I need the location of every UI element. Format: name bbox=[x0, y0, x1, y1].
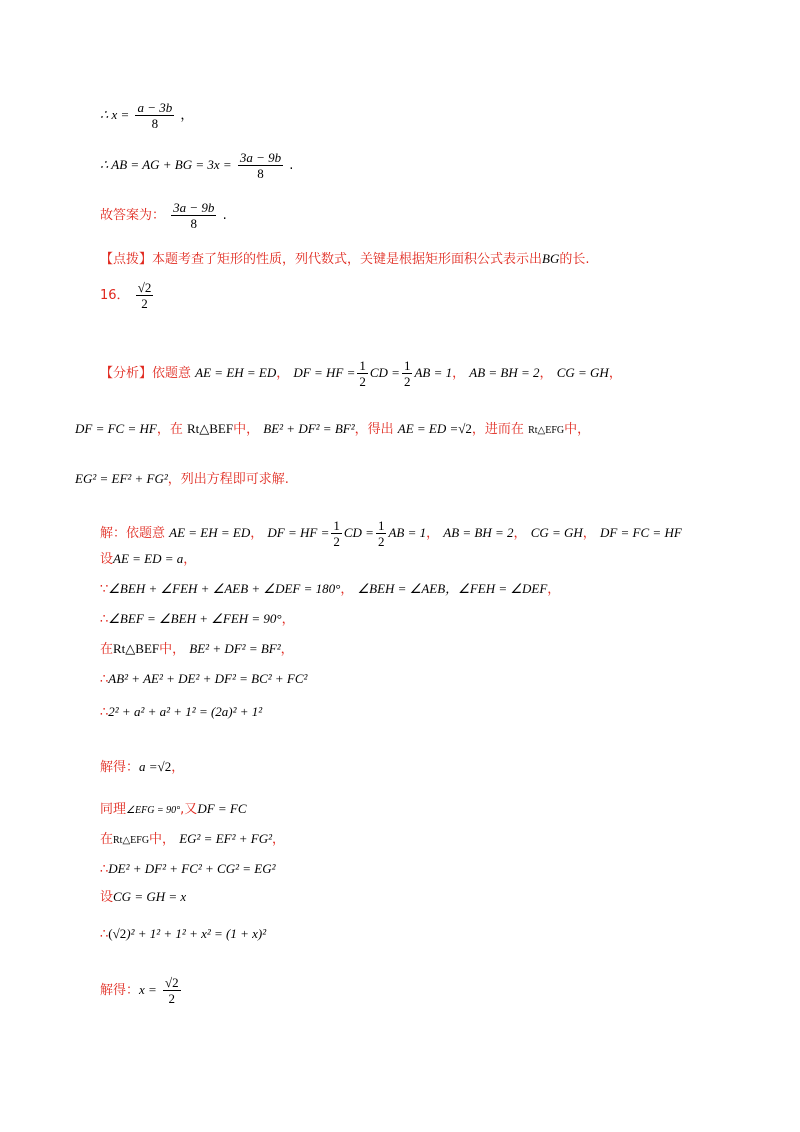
denominator: 8 bbox=[190, 216, 198, 231]
punct: ， bbox=[183, 552, 197, 567]
line-hint bbox=[100, 250, 590, 269]
math: CD = bbox=[343, 525, 374, 540]
radicand: 2 bbox=[119, 926, 127, 941]
math: DF = FC = HF bbox=[75, 421, 157, 436]
punct: ， bbox=[271, 832, 285, 847]
math: AE = EH = ED bbox=[195, 365, 277, 380]
answer-label: 故答案为： bbox=[100, 208, 166, 223]
math: CD = bbox=[369, 365, 400, 380]
math: ∠BEF = ∠BEH + ∠FEH = 90° bbox=[108, 611, 282, 626]
hint-text-end: 的长. bbox=[559, 252, 590, 267]
denominator: 8 bbox=[257, 166, 264, 181]
numerator: 1 bbox=[403, 358, 411, 373]
punct: ， bbox=[250, 526, 264, 541]
text: 中， bbox=[233, 422, 260, 437]
math: EG² = EF² + FG² bbox=[75, 471, 168, 486]
radicand: 2 bbox=[144, 280, 152, 295]
numerator: a − 3b bbox=[137, 100, 173, 115]
line-analysis-3 bbox=[75, 470, 289, 489]
radicand: 2 bbox=[164, 759, 172, 774]
punct: ， bbox=[171, 760, 185, 775]
because-symbol: ∵ bbox=[100, 582, 109, 597]
math: a = bbox=[139, 759, 158, 774]
math: )² + 1² + 1² + x² = (1 + x)² bbox=[126, 926, 267, 941]
sqrt: √2 bbox=[458, 421, 472, 436]
therefore-symbol: ∴ bbox=[100, 612, 109, 627]
math: EG² = EF² + FG² bbox=[179, 831, 272, 846]
line-answer bbox=[100, 200, 227, 231]
math: DF = HF = bbox=[293, 365, 356, 380]
line-angles-sum bbox=[100, 580, 560, 599]
numerator: 1 bbox=[359, 358, 366, 373]
line-eq-eg bbox=[100, 860, 276, 879]
math: ∠BEH + ∠FEH + ∠AEB + ∠DEF = 180° bbox=[108, 581, 341, 596]
line-rt-efg bbox=[100, 830, 285, 850]
fraction bbox=[357, 358, 368, 389]
text: ，得出 bbox=[354, 422, 394, 437]
math: AE = ED = bbox=[397, 421, 459, 436]
text: ，在 bbox=[156, 422, 183, 437]
therefore-symbol: ∴ bbox=[100, 862, 109, 877]
text: 在 bbox=[100, 832, 114, 847]
line-ab-value bbox=[100, 150, 293, 181]
fraction bbox=[171, 200, 216, 231]
hint-text: 本题考查了矩形的性质，列代数式，关键是根据矩形面积公式表示出 bbox=[152, 252, 543, 267]
punct: ， bbox=[452, 366, 466, 381]
punct: ， bbox=[280, 642, 294, 657]
math: AB = BH = 2 bbox=[443, 525, 514, 540]
punct: ， bbox=[180, 108, 194, 123]
text: 中， bbox=[564, 422, 591, 437]
line-similarly bbox=[100, 800, 247, 820]
radicand: 2 bbox=[465, 421, 472, 436]
line-analysis-1 bbox=[100, 358, 622, 389]
punct: ， bbox=[608, 366, 622, 381]
math: ∴ AB = AG + BG = 3x = bbox=[100, 157, 232, 172]
numerator: 1 bbox=[333, 518, 340, 533]
math: CG = GH = x bbox=[113, 889, 187, 904]
denominator: 8 bbox=[151, 116, 159, 131]
math: Rt△EFG bbox=[113, 835, 150, 846]
numerator: 1 bbox=[377, 518, 385, 533]
denominator: 2 bbox=[359, 374, 366, 389]
therefore-symbol: ∴ bbox=[100, 927, 109, 942]
math: DF = HF = bbox=[267, 525, 330, 540]
math: CG = GH bbox=[556, 365, 609, 380]
math: x = bbox=[139, 982, 157, 997]
hint-tag: 【点拨】 bbox=[100, 252, 153, 267]
math: DE² + DF² + FC² + CG² = EG² bbox=[108, 861, 276, 876]
fraction bbox=[135, 100, 174, 131]
line-set-a bbox=[100, 550, 196, 569]
radicand: 2 bbox=[172, 975, 179, 990]
math: Rt△EFG bbox=[528, 425, 565, 436]
math: AE = ED = a bbox=[113, 551, 184, 566]
sqrt: √2 bbox=[112, 926, 127, 941]
text: 解得： bbox=[100, 760, 140, 775]
text: 设 bbox=[100, 552, 114, 567]
math: CG = GH bbox=[530, 525, 583, 540]
punct: ， bbox=[281, 612, 295, 627]
math: ∠BEH = ∠AEB，∠FEH = ∠DEF bbox=[357, 581, 548, 596]
math: DF = FC = HF bbox=[599, 525, 682, 540]
line-angle-bef bbox=[100, 610, 295, 629]
math: 2² + a² + a² + 1² = (2a)² + 1² bbox=[108, 704, 263, 719]
math: DF = FC bbox=[197, 801, 247, 816]
therefore-symbol: ∴ bbox=[100, 672, 109, 687]
numerator: √2 bbox=[137, 280, 152, 295]
text: 中， bbox=[159, 642, 186, 657]
text: 解得： bbox=[100, 983, 140, 998]
fraction bbox=[163, 975, 181, 1006]
denominator: 2 bbox=[377, 534, 385, 549]
punct: ， bbox=[276, 366, 290, 381]
text: ，进而在 bbox=[471, 422, 524, 437]
math: ∠EFG = 90° bbox=[126, 805, 181, 816]
punct: ， bbox=[547, 582, 561, 597]
numerator: 3a − 9b bbox=[173, 200, 215, 215]
punct: ， bbox=[539, 366, 553, 381]
line-solution-1 bbox=[100, 518, 682, 549]
math: Rt△BEF bbox=[186, 421, 234, 436]
line-solve-a bbox=[100, 758, 184, 777]
math: AB = BH = 2 bbox=[469, 365, 540, 380]
line-set-x bbox=[100, 888, 186, 907]
punct: ， bbox=[426, 526, 440, 541]
therefore-symbol: ∴ bbox=[100, 705, 109, 720]
math: ( bbox=[108, 926, 113, 941]
text: 在 bbox=[100, 642, 114, 657]
denominator: 2 bbox=[333, 534, 340, 549]
denominator: 2 bbox=[168, 991, 176, 1006]
math: BE² + DF² = BF² bbox=[189, 641, 281, 656]
sqrt: √2 bbox=[157, 759, 172, 774]
fraction bbox=[331, 518, 342, 549]
text: 依题意 bbox=[152, 366, 192, 381]
text: 设 bbox=[100, 890, 114, 905]
fraction bbox=[238, 150, 283, 181]
math: BG bbox=[542, 251, 560, 266]
line-x-value bbox=[100, 100, 193, 131]
punct: . bbox=[289, 158, 294, 173]
fraction bbox=[376, 518, 387, 549]
punct: ， bbox=[513, 526, 527, 541]
numerator: 3a − 9b bbox=[239, 150, 282, 165]
line-eq-x bbox=[100, 925, 266, 944]
fraction bbox=[136, 280, 154, 311]
text: ，列出方程即可求解. bbox=[167, 472, 289, 487]
punct: ， bbox=[340, 582, 354, 597]
line-rt-bef bbox=[100, 640, 294, 659]
punct: . bbox=[222, 208, 227, 223]
text: ,又 bbox=[180, 802, 198, 817]
math: BE² + DF² = BF² bbox=[263, 421, 355, 436]
fraction bbox=[402, 358, 413, 389]
denominator: 2 bbox=[141, 296, 148, 311]
denominator: 2 bbox=[403, 374, 411, 389]
analysis-tag: 【分析】 bbox=[100, 366, 153, 381]
line-q16 bbox=[100, 280, 155, 311]
math: Rt△BEF bbox=[113, 641, 160, 656]
math: AB² + AE² + DE² + DF² = BC² + FC² bbox=[108, 671, 308, 686]
punct: ， bbox=[582, 526, 596, 541]
text: 解：依题意 bbox=[100, 526, 166, 541]
line-eq-sides bbox=[100, 670, 307, 689]
line-eq-numbers bbox=[100, 703, 262, 722]
line-solve-x bbox=[100, 975, 183, 1006]
math: AB = 1 bbox=[414, 365, 453, 380]
text: 中， bbox=[149, 832, 176, 847]
text: 同理 bbox=[100, 802, 127, 817]
question-number: 16． bbox=[100, 288, 130, 303]
math: AE = EH = ED bbox=[169, 525, 251, 540]
numerator: √2 bbox=[164, 975, 179, 990]
math: ∴ x = bbox=[100, 107, 130, 122]
line-analysis-2 bbox=[75, 420, 590, 440]
math: AB = 1 bbox=[388, 525, 427, 540]
